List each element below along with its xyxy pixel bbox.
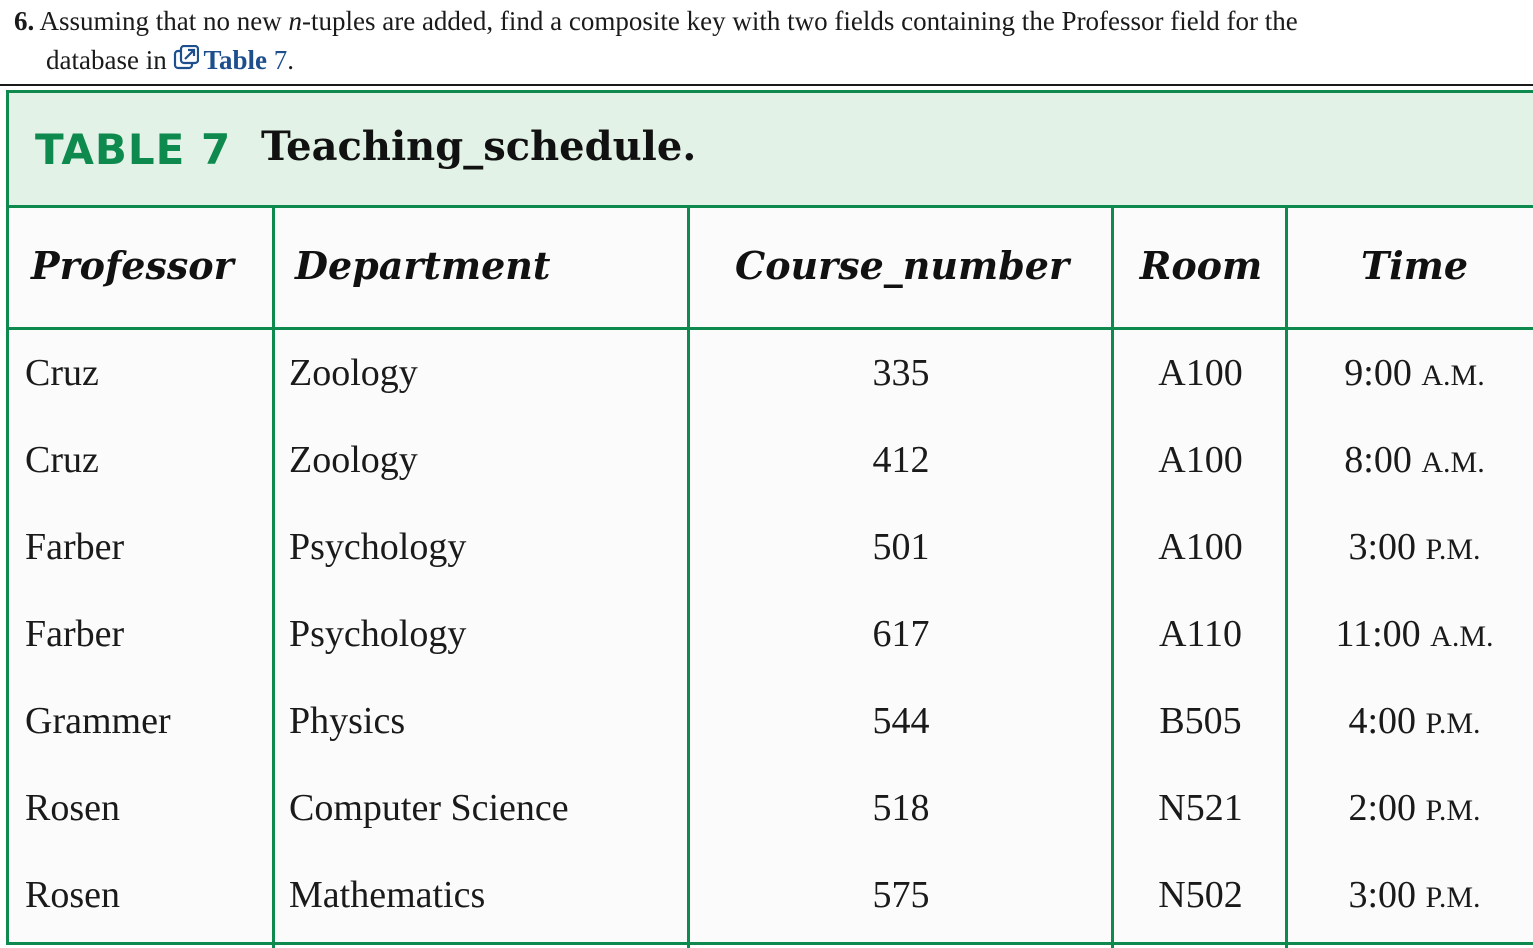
table-row — [9, 765, 1533, 852]
column-header-professor: Professor — [31, 243, 234, 288]
question-text-part2: -tuples are added, find a composite key with two fields containing the Professor field for the — [302, 6, 1298, 36]
table-7-link[interactable] — [173, 45, 287, 75]
question-n-variable: n — [288, 6, 302, 36]
external-link-icon — [173, 43, 199, 82]
cell-department: Mathematics — [289, 874, 486, 916]
cell-professor: Cruz — [25, 352, 99, 394]
table-caption — [9, 93, 1533, 208]
cell-professor: Rosen — [25, 874, 120, 916]
table-row — [9, 591, 1533, 678]
table-row — [9, 504, 1533, 591]
table-row — [9, 417, 1533, 504]
cell-time-period: P.M. — [1425, 881, 1481, 914]
cell-department: Computer Science — [289, 787, 569, 829]
cell-time-value: 9:00 — [1344, 352, 1412, 394]
cell-time-value: 8:00 — [1344, 439, 1412, 481]
table-link-number: 7 — [273, 45, 288, 75]
column-header-course-number: Course_number — [734, 243, 1070, 288]
cell-time-period: A.M. — [1430, 620, 1494, 653]
cell-time-period: A.M. — [1421, 359, 1485, 392]
cell-room: N521 — [1158, 787, 1243, 829]
cell-time — [1288, 330, 1533, 417]
table-caption-label: TABLE 7 — [35, 125, 232, 174]
cell-department: Physics — [289, 700, 406, 742]
cell-time-value: 11:00 — [1335, 613, 1421, 655]
horizontal-rule — [0, 84, 1533, 86]
column-header-time: Time — [1360, 243, 1469, 288]
cell-time — [1288, 591, 1533, 678]
cell-professor: Farber — [25, 613, 125, 655]
cell-time-period: P.M. — [1425, 533, 1481, 566]
cell-time-period: P.M. — [1425, 707, 1481, 740]
table-row — [9, 330, 1533, 417]
cell-department: Psychology — [289, 613, 467, 655]
table-row — [9, 852, 1533, 939]
table-header-row — [9, 208, 1533, 330]
cell-course-number: 544 — [872, 700, 930, 742]
teaching-schedule-table — [6, 90, 1533, 945]
cell-professor: Grammer — [25, 700, 171, 742]
cell-department: Zoology — [289, 439, 418, 481]
table-row — [9, 678, 1533, 765]
cell-course-number: 501 — [872, 526, 930, 568]
cell-room: A100 — [1158, 526, 1243, 568]
cell-course-number: 335 — [872, 352, 930, 394]
cell-room: A100 — [1158, 439, 1243, 481]
cell-time-value: 4:00 — [1348, 700, 1416, 742]
question-text — [14, 2, 1519, 82]
column-header-room: Room — [1139, 243, 1263, 288]
cell-department: Zoology — [289, 352, 418, 394]
cell-time — [1288, 504, 1533, 591]
cell-time — [1288, 852, 1533, 939]
cell-time-period: P.M. — [1425, 794, 1481, 827]
cell-department: Psychology — [289, 526, 467, 568]
cell-professor: Farber — [25, 526, 125, 568]
cell-time-value: 3:00 — [1348, 526, 1416, 568]
column-header-department: Department — [295, 243, 551, 288]
cell-time — [1288, 765, 1533, 852]
cell-professor: Rosen — [25, 787, 120, 829]
cell-room: A100 — [1158, 352, 1243, 394]
cell-time-value: 2:00 — [1348, 787, 1416, 829]
cell-room: B505 — [1159, 700, 1242, 742]
cell-professor: Cruz — [25, 439, 99, 481]
cell-course-number: 617 — [872, 613, 930, 655]
cell-course-number: 412 — [872, 439, 930, 481]
cell-course-number: 575 — [872, 874, 930, 916]
question-line-2 — [14, 41, 1519, 82]
question-line-1 — [14, 2, 1519, 41]
question-text-part3: database in — [46, 45, 174, 75]
question-text-part1: Assuming that no new — [34, 6, 289, 36]
table-caption-title: Teaching_schedule. — [261, 123, 697, 170]
cell-time — [1288, 417, 1533, 504]
question-text-end: . — [287, 45, 294, 75]
cell-time-value: 3:00 — [1348, 874, 1416, 916]
table-link-label: Table — [203, 45, 267, 75]
cell-course-number: 518 — [872, 787, 930, 829]
table-body — [9, 330, 1533, 939]
cell-time-period: A.M. — [1421, 446, 1485, 479]
question-number: 6. — [14, 6, 35, 36]
cell-time — [1288, 678, 1533, 765]
cell-room: A110 — [1158, 613, 1243, 655]
cell-room: N502 — [1158, 874, 1243, 916]
